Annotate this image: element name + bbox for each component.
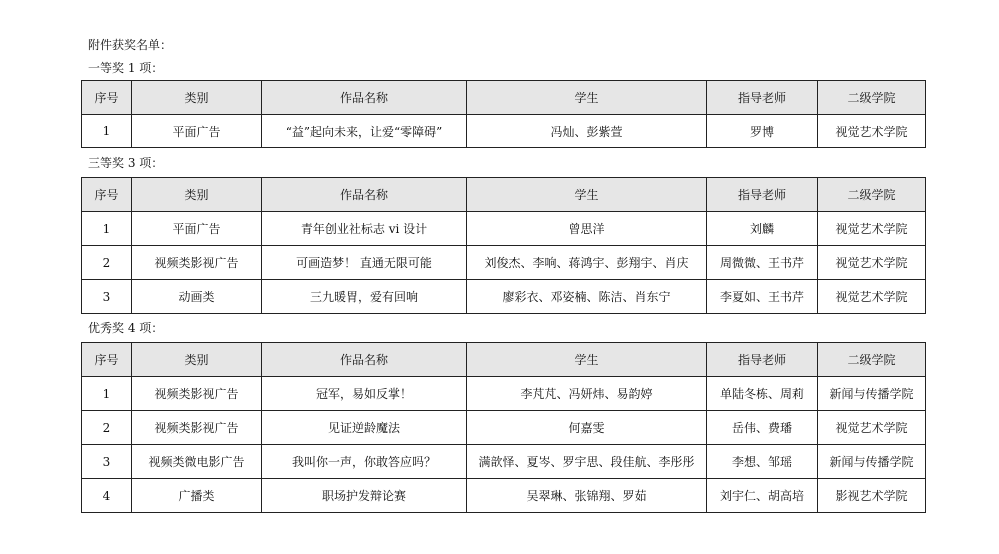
document-title: 附件获奖名单： xyxy=(88,38,173,52)
header-students: 学生 xyxy=(467,343,707,377)
header-category: 类别 xyxy=(132,343,262,377)
cell-category: 视频类影视广告 xyxy=(132,246,262,280)
cell-category: 视频类微电影广告 xyxy=(132,445,262,479)
cell-advisor: 刘麟 xyxy=(707,212,818,246)
table-header-row xyxy=(82,343,926,377)
header-work-title: 作品名称 xyxy=(262,343,467,377)
cell-college: 视觉艺术学院 xyxy=(818,212,926,246)
table-row xyxy=(82,445,926,479)
cell-college: 影视艺术学院 xyxy=(818,479,926,513)
first-prize-table xyxy=(81,80,926,148)
section-label-first-prize: 一等奖 1 项： xyxy=(88,61,164,75)
table-row xyxy=(82,377,926,411)
header-index: 序号 xyxy=(82,343,132,377)
cell-advisor: 罗博 xyxy=(707,115,818,148)
header-advisor: 指导老师 xyxy=(707,81,818,115)
section-label-third-prize: 三等奖 3 项： xyxy=(88,156,164,170)
header-work-title: 作品名称 xyxy=(262,81,467,115)
cell-work-title: 冠军，易如反掌！ xyxy=(262,377,467,411)
header-category: 类别 xyxy=(132,81,262,115)
header-index: 序号 xyxy=(82,81,132,115)
cell-college: 新闻与传播学院 xyxy=(818,377,926,411)
cell-category: 广播类 xyxy=(132,479,262,513)
header-work-title: 作品名称 xyxy=(262,178,467,212)
cell-students: 冯灿、彭紫萱 xyxy=(467,115,707,148)
header-category: 类别 xyxy=(132,178,262,212)
cell-advisor: 李夏如、王书芹 xyxy=(707,280,818,314)
cell-college: 视觉艺术学院 xyxy=(818,246,926,280)
table-row xyxy=(82,212,926,246)
cell-advisor: 周微微、王书芹 xyxy=(707,246,818,280)
cell-advisor: 李想、邹瑶 xyxy=(707,445,818,479)
cell-students: 刘俊杰、李响、蒋鸿宇、彭翔宇、肖庆 xyxy=(467,246,707,280)
table-header-row xyxy=(82,81,926,115)
table-row xyxy=(82,411,926,445)
table-row xyxy=(82,280,926,314)
cell-index: 4 xyxy=(82,479,132,513)
cell-college: 视觉艺术学院 xyxy=(818,280,926,314)
cell-college: 视觉艺术学院 xyxy=(818,411,926,445)
cell-students: 李芃芃、冯妍炜、易韵婷 xyxy=(467,377,707,411)
table-row xyxy=(82,246,926,280)
header-college: 二级学院 xyxy=(818,343,926,377)
cell-work-title: “益”起向未来，让爱“零障碍” xyxy=(262,115,467,148)
cell-college: 视觉艺术学院 xyxy=(818,115,926,148)
cell-advisor: 单陆冬栋、周莉 xyxy=(707,377,818,411)
cell-category: 动画类 xyxy=(132,280,262,314)
cell-index: 1 xyxy=(82,377,132,411)
cell-advisor: 岳伟、费璠 xyxy=(707,411,818,445)
cell-category: 视频类影视广告 xyxy=(132,411,262,445)
header-students: 学生 xyxy=(467,81,707,115)
cell-students: 何嘉雯 xyxy=(467,411,707,445)
cell-students: 吴翠琳、张锦翔、罗茹 xyxy=(467,479,707,513)
cell-work-title: 职场护发辩论赛 xyxy=(262,479,467,513)
header-index: 序号 xyxy=(82,178,132,212)
cell-index: 1 xyxy=(82,212,132,246)
cell-advisor: 刘宇仁、胡高培 xyxy=(707,479,818,513)
cell-index: 1 xyxy=(82,115,132,148)
excellence-award-table xyxy=(81,342,926,513)
cell-students: 曾思洋 xyxy=(467,212,707,246)
header-advisor: 指导老师 xyxy=(707,178,818,212)
cell-index: 2 xyxy=(82,246,132,280)
cell-work-title: 可画造梦！ 直通无限可能 xyxy=(262,246,467,280)
cell-work-title: 见证逆龄魔法 xyxy=(262,411,467,445)
cell-work-title: 三九暖胃，爱有回响 xyxy=(262,280,467,314)
cell-category: 平面广告 xyxy=(132,115,262,148)
header-advisor: 指导老师 xyxy=(707,343,818,377)
section-label-excellence-award: 优秀奖 4 项： xyxy=(88,321,164,335)
cell-index: 3 xyxy=(82,445,132,479)
table-row xyxy=(82,115,926,148)
cell-work-title: 我叫你一声，你敢答应吗？ xyxy=(262,445,467,479)
table-row xyxy=(82,479,926,513)
cell-index: 2 xyxy=(82,411,132,445)
header-college: 二级学院 xyxy=(818,178,926,212)
cell-index: 3 xyxy=(82,280,132,314)
header-students: 学生 xyxy=(467,178,707,212)
cell-work-title: 青年创业社标志 vi 设计 xyxy=(262,212,467,246)
cell-college: 新闻与传播学院 xyxy=(818,445,926,479)
third-prize-table xyxy=(81,177,926,314)
cell-category: 视频类影视广告 xyxy=(132,377,262,411)
header-college: 二级学院 xyxy=(818,81,926,115)
cell-students: 满歆怿、夏岑、罗宇思、段佳航、李彤彤 xyxy=(467,445,707,479)
table-header-row xyxy=(82,178,926,212)
cell-students: 廖彩衣、邓姿楠、陈洁、肖东宁 xyxy=(467,280,707,314)
cell-category: 平面广告 xyxy=(132,212,262,246)
